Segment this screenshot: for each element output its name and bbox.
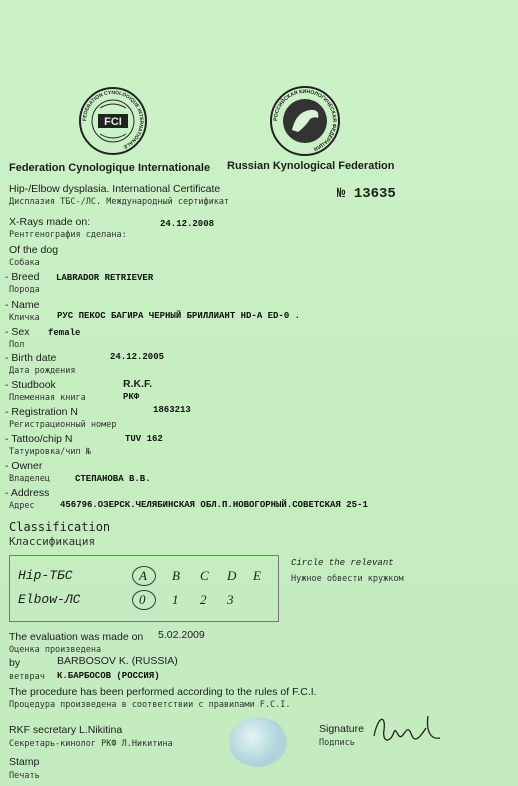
elbow-grade-2: 2 xyxy=(200,592,207,607)
tattoo-label-ru: Татуировка/чип № xyxy=(9,447,91,457)
certificate-title-en: Hip-/Elbow dysplasia. International Certificate xyxy=(9,183,221,195)
owner-label-en: - Owner xyxy=(5,460,43,472)
org-left-heading: Federation Cynologique Internationale xyxy=(9,162,211,174)
hologram-seal xyxy=(229,717,287,767)
stamp-label-ru: Печать xyxy=(9,771,40,781)
xray-date: 24.12.2008 xyxy=(160,219,215,229)
registration-label-en: - Registration N xyxy=(5,406,78,418)
rkf-logo xyxy=(268,86,342,156)
birth-label-ru: Дата рождения xyxy=(9,366,76,376)
fci-logo-abbr: FCI xyxy=(104,116,122,128)
fci-logo xyxy=(78,86,148,156)
vet-label-ru: ветврач xyxy=(9,672,45,682)
sex-label-ru: Пол xyxy=(9,340,25,350)
hip-grade-e: E xyxy=(253,568,261,583)
breed-label-ru: Порода xyxy=(9,285,40,295)
name-label-ru: Кличка xyxy=(9,313,40,323)
signature-label-en: Signature xyxy=(319,723,364,735)
name-label-en: - Name xyxy=(5,299,40,311)
secretary-en: RKF secretary L.Nikitina xyxy=(9,724,123,736)
circle-note-en: Circle the relevant xyxy=(291,558,394,568)
studbook-label-ru: Племенная книга xyxy=(9,393,86,403)
owner-value: СТЕПАНОВА В.В. xyxy=(75,474,151,484)
name-value: РУС ПЕКОС БАГИРА ЧЕРНЫЙ БРИЛЛИАНТ HD-A ED-0 . xyxy=(57,311,301,321)
hip-grade-d: D xyxy=(227,568,237,583)
certificate-title-ru: Дисплазия ТБС-/ЛС. Международный сертификат xyxy=(9,197,230,207)
vet-name-en: BARBOSOV K. (RUSSIA) xyxy=(57,655,178,667)
studbook-value-ru: РКФ xyxy=(123,392,140,402)
hip-label: Hip-ТБС xyxy=(18,568,73,583)
classification-label-ru: Классификация xyxy=(9,535,96,548)
xray-label-ru: Рентгенография сделана: xyxy=(9,230,127,240)
birth-label-en: - Birth date xyxy=(5,352,57,364)
elbow-selected-circle xyxy=(132,590,156,610)
dog-label-ru: Собака xyxy=(9,258,40,268)
procedure-ru: Процедура произведена в соответствии с правилами F.C.I. xyxy=(9,700,291,710)
hip-grade-a: A xyxy=(139,568,147,583)
registration-value: 1863213 xyxy=(153,405,191,415)
fci-logo-ring-text: FEDERATION CYNOLOGIQUE INTERNATIONALE xyxy=(81,89,145,150)
handwritten-signature xyxy=(368,706,448,750)
breed-label-en: - Breed xyxy=(5,271,40,283)
sex-label-en: - Sex xyxy=(5,326,30,338)
elbow-grade-3: 3 xyxy=(227,592,234,607)
xray-label-en: X-Rays made on: xyxy=(9,216,91,228)
address-label-ru: Адрес xyxy=(9,501,35,511)
owner-label-ru: Владелец xyxy=(9,474,50,484)
studbook-label-en: - Studbook xyxy=(5,379,56,391)
org-right-heading: Russian Kynological Federation xyxy=(227,160,395,172)
registration-label-ru: Регистрационный номер xyxy=(9,420,117,430)
dog-label-en: Of the dog xyxy=(9,244,59,256)
certificate-number xyxy=(337,186,396,202)
evaluation-label-ru: Оценка произведена xyxy=(9,645,102,655)
evaluation-date: 5.02.2009 xyxy=(158,629,205,641)
rkf-logo-ring-text: РОССИЙСКАЯ КИНОЛОГИЧЕСКАЯ ФЕДЕРАЦИЯ xyxy=(272,88,338,152)
circle-note-ru: Нужное обвести кружком xyxy=(291,574,404,584)
breed-value: LABRADOR RETRIEVER xyxy=(56,273,154,283)
address-label-en: - Address xyxy=(5,487,50,499)
classification-label-en: Classification xyxy=(9,520,111,534)
hip-grade-b: B xyxy=(172,568,180,583)
number-sign: № xyxy=(337,186,346,202)
hip-grade-c: C xyxy=(200,568,209,583)
studbook-value-en: R.K.F. xyxy=(123,378,153,390)
sex-value: female xyxy=(48,328,81,338)
vet-name-ru: К.БАРБОСОВ (РОССИЯ) xyxy=(57,671,160,681)
tattoo-label-en: - Tattoo/chip N xyxy=(5,433,73,445)
elbow-label: Elbow-ЛС xyxy=(18,592,81,607)
hip-selected-circle xyxy=(132,566,156,586)
tattoo-value: TUV 162 xyxy=(125,434,163,444)
signature-label-ru: Подпись xyxy=(319,738,355,748)
by-label: by xyxy=(9,657,21,669)
birth-value: 24.12.2005 xyxy=(110,352,165,362)
stamp-label-en: Stamp xyxy=(9,756,40,768)
address-value: 456796.ОЗЕРСК.ЧЕЛЯБИНСКАЯ ОБЛ.П.НОВОГОРНЫЙ.СОВЕТСКАЯ 25-1 xyxy=(60,500,368,510)
elbow-grade-0: 0 xyxy=(139,592,146,607)
procedure-en: The procedure has been performed according to the rules of F.C.I. xyxy=(9,686,317,698)
evaluation-label-en: The evaluation was made on xyxy=(9,631,144,643)
elbow-grade-1: 1 xyxy=(172,592,179,607)
number-value: 13635 xyxy=(353,186,396,202)
secretary-ru: Секретарь-кинолог РКФ Л.Никитина xyxy=(9,739,173,749)
